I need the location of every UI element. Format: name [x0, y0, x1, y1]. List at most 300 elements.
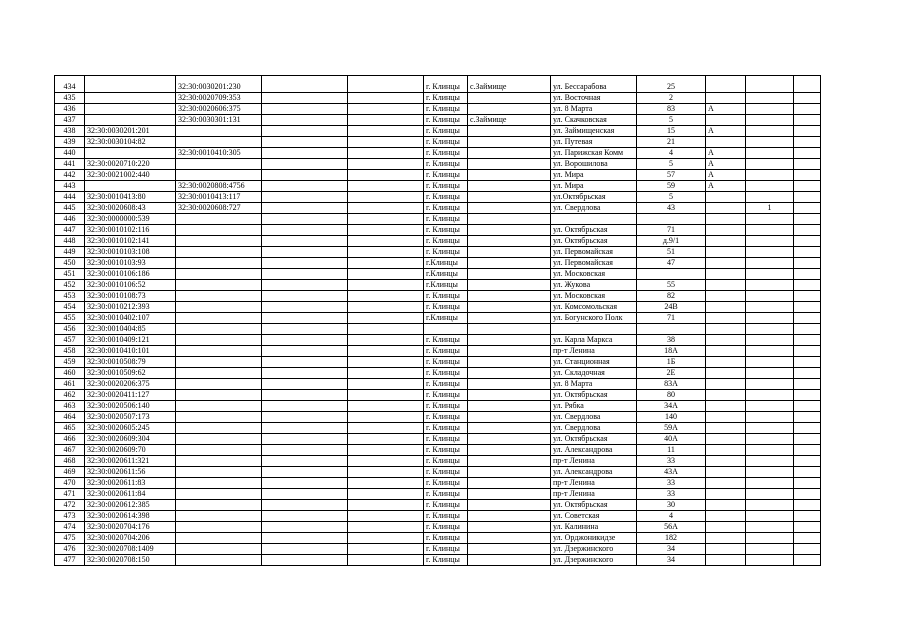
table-row [55, 401, 821, 412]
column-5 [348, 522, 424, 533]
house-number-cell: 11 [637, 445, 706, 456]
column-4 [262, 357, 348, 368]
column-4 [262, 478, 348, 489]
row-number: 438 [55, 126, 85, 137]
table-row [55, 313, 821, 324]
table-row [55, 346, 821, 357]
row-number: 452 [55, 280, 85, 291]
column-5 [348, 456, 424, 467]
street-cell: ул. Богунского Полк [551, 313, 637, 324]
house-number-cell: 2 [637, 93, 706, 104]
table-row [55, 379, 821, 390]
street-cell: пр-т Ленина [551, 478, 637, 489]
last-cell [794, 170, 821, 181]
last-cell [794, 423, 821, 434]
table-row [55, 445, 821, 456]
city-cell: г. Клинцы [424, 192, 468, 203]
cadastral-number-a: 32:30:0030201:201 [85, 126, 176, 137]
cadastral-number-a [85, 93, 176, 104]
cadastral-number-b: 32:30:0030201:230 [176, 76, 262, 93]
last-cell [794, 313, 821, 324]
street-cell: ул. Александрова [551, 445, 637, 456]
building-letter-cell [706, 500, 746, 511]
cadastral-number-a: 32:30:0010102:116 [85, 225, 176, 236]
table-row [55, 489, 821, 500]
settlement-cell [468, 159, 551, 170]
last-cell [794, 533, 821, 544]
street-cell: ул. Октябрьская [551, 236, 637, 247]
table-row [55, 181, 821, 192]
extra-cell [746, 126, 794, 137]
building-letter-cell [706, 434, 746, 445]
table-row [55, 390, 821, 401]
extra-cell [746, 181, 794, 192]
cadastral-number-a [85, 148, 176, 159]
table-row [55, 203, 821, 214]
building-letter-cell: А [706, 148, 746, 159]
cadastral-number-b: 32:30:0010410:305 [176, 148, 262, 159]
building-letter-cell: А [706, 159, 746, 170]
column-4 [262, 412, 348, 423]
extra-cell [746, 170, 794, 181]
column-5 [348, 467, 424, 478]
building-letter-cell [706, 478, 746, 489]
building-letter-cell [706, 412, 746, 423]
last-cell [794, 467, 821, 478]
column-4 [262, 115, 348, 126]
row-number: 460 [55, 368, 85, 379]
street-cell: ул. Станционная [551, 357, 637, 368]
building-letter-cell [706, 357, 746, 368]
table-row [55, 214, 821, 225]
extra-cell [746, 247, 794, 258]
cadastral-number-b [176, 137, 262, 148]
table-row [55, 258, 821, 269]
settlement-cell: с.Займище [468, 76, 551, 93]
table-row [55, 225, 821, 236]
city-cell: г.Клинцы [424, 269, 468, 280]
last-cell [794, 93, 821, 104]
column-5 [348, 269, 424, 280]
table-row [55, 511, 821, 522]
house-number-cell: 15 [637, 126, 706, 137]
last-cell [794, 357, 821, 368]
column-5 [348, 93, 424, 104]
street-cell: ул. Октябрьская [551, 225, 637, 236]
cadastral-number-a: 32:30:0010409:121 [85, 335, 176, 346]
cadastral-number-a: 32:30:0020506:140 [85, 401, 176, 412]
city-cell: г. Клинцы [424, 478, 468, 489]
settlement-cell [468, 423, 551, 434]
column-4 [262, 346, 348, 357]
city-cell: г. Клинцы [424, 159, 468, 170]
row-number: 467 [55, 445, 85, 456]
cadastral-number-a: 32:30:0020704:206 [85, 533, 176, 544]
table-row [55, 533, 821, 544]
column-4 [262, 302, 348, 313]
house-number-cell: 1Б [637, 357, 706, 368]
street-cell: ул. Рябка [551, 401, 637, 412]
table-row [55, 192, 821, 203]
cadastral-number-a [85, 104, 176, 115]
column-5 [348, 192, 424, 203]
cadastral-number-b [176, 467, 262, 478]
extra-cell [746, 93, 794, 104]
house-number-cell: 24В [637, 302, 706, 313]
cadastral-number-b: 32:30:0020709:353 [176, 93, 262, 104]
house-number-cell: 18А [637, 346, 706, 357]
row-number: 465 [55, 423, 85, 434]
city-cell: г. Клинцы [424, 533, 468, 544]
settlement-cell [468, 236, 551, 247]
city-cell: г. Клинцы [424, 401, 468, 412]
building-letter-cell: А [706, 181, 746, 192]
house-number-cell: 5 [637, 192, 706, 203]
house-number-cell: 25 [637, 76, 706, 93]
cadastral-number-a: 32:30:0020708:1409 [85, 544, 176, 555]
city-cell: г.Клинцы [424, 258, 468, 269]
street-cell: ул. Жукова [551, 280, 637, 291]
column-4 [262, 93, 348, 104]
city-cell: г. Клинцы [424, 456, 468, 467]
cadastral-number-b [176, 302, 262, 313]
city-cell: г. Клинцы [424, 346, 468, 357]
cadastral-number-a: 32:30:0010106:186 [85, 269, 176, 280]
extra-cell [746, 456, 794, 467]
row-number: 471 [55, 489, 85, 500]
building-letter-cell: А [706, 126, 746, 137]
last-cell [794, 544, 821, 555]
column-5 [348, 555, 424, 566]
column-5 [348, 148, 424, 159]
column-5 [348, 445, 424, 456]
settlement-cell [468, 214, 551, 225]
extra-cell [746, 467, 794, 478]
cadastral-number-b [176, 390, 262, 401]
row-number: 440 [55, 148, 85, 159]
cadastral-number-a: 32:30:0010102:141 [85, 236, 176, 247]
column-5 [348, 137, 424, 148]
row-number: 435 [55, 93, 85, 104]
column-4 [262, 247, 348, 258]
settlement-cell [468, 368, 551, 379]
building-letter-cell [706, 522, 746, 533]
house-number-cell: 182 [637, 533, 706, 544]
last-cell [794, 302, 821, 313]
street-cell: ул. Мира [551, 170, 637, 181]
house-number-cell: д.9/1 [637, 236, 706, 247]
house-number-cell: 2Е [637, 368, 706, 379]
extra-cell [746, 379, 794, 390]
extra-cell [746, 478, 794, 489]
extra-cell [746, 115, 794, 126]
row-number: 473 [55, 511, 85, 522]
last-cell [794, 390, 821, 401]
table-row [55, 423, 821, 434]
street-cell: пр-т Ленина [551, 456, 637, 467]
extra-cell [746, 104, 794, 115]
house-number-cell: 34А [637, 401, 706, 412]
column-4 [262, 291, 348, 302]
cadastral-number-a: 32:30:0020611:84 [85, 489, 176, 500]
cadastral-number-a: 32:30:0020708:150 [85, 555, 176, 566]
last-cell [794, 291, 821, 302]
column-4 [262, 500, 348, 511]
settlement-cell [468, 302, 551, 313]
last-cell [794, 126, 821, 137]
cadastral-number-b [176, 489, 262, 500]
house-number-cell: 59 [637, 181, 706, 192]
cadastral-number-b [176, 555, 262, 566]
extra-cell [746, 291, 794, 302]
extra-cell [746, 346, 794, 357]
settlement-cell [468, 258, 551, 269]
cadastral-number-b: 32:30:0030301:131 [176, 115, 262, 126]
settlement-cell [468, 555, 551, 566]
cadastral-number-a: 32:30:0020507:173 [85, 412, 176, 423]
row-number: 464 [55, 412, 85, 423]
cadastral-number-b [176, 456, 262, 467]
column-4 [262, 181, 348, 192]
street-cell: ул. Свердлова [551, 423, 637, 434]
row-number: 475 [55, 533, 85, 544]
cadastral-number-a: 32:30:0010410:101 [85, 346, 176, 357]
table-row [55, 247, 821, 258]
cadastral-number-a: 32:30:0020411:127 [85, 390, 176, 401]
extra-cell [746, 500, 794, 511]
extra-cell [746, 434, 794, 445]
column-4 [262, 423, 348, 434]
column-5 [348, 390, 424, 401]
table-row [55, 456, 821, 467]
city-cell: г. Клинцы [424, 423, 468, 434]
street-cell: ул. Октябрьская [551, 500, 637, 511]
extra-cell [746, 533, 794, 544]
column-4 [262, 390, 348, 401]
row-number: 434 [55, 76, 85, 93]
cadastral-number-b [176, 291, 262, 302]
column-4 [262, 434, 348, 445]
column-4 [262, 544, 348, 555]
row-number: 461 [55, 379, 85, 390]
settlement-cell [468, 434, 551, 445]
column-4 [262, 489, 348, 500]
city-cell [424, 324, 468, 335]
cadastral-number-b [176, 159, 262, 170]
column-5 [348, 214, 424, 225]
street-cell: ул. Комсомольская [551, 302, 637, 313]
extra-cell [746, 511, 794, 522]
cadastral-number-a: 32:30:0030104:82 [85, 137, 176, 148]
street-cell: ул. Советская [551, 511, 637, 522]
house-number-cell: 140 [637, 412, 706, 423]
last-cell [794, 456, 821, 467]
extra-cell [746, 412, 794, 423]
last-cell [794, 247, 821, 258]
last-cell [794, 368, 821, 379]
last-cell [794, 478, 821, 489]
city-cell: г. Клинцы [424, 467, 468, 478]
cadastral-number-a: 32:30:0000000:539 [85, 214, 176, 225]
cadastral-number-b [176, 478, 262, 489]
house-number-cell: 51 [637, 247, 706, 258]
cadastral-number-a: 32:30:0010413:80 [85, 192, 176, 203]
city-cell: г. Клинцы [424, 390, 468, 401]
cadastral-number-b [176, 247, 262, 258]
column-4 [262, 445, 348, 456]
last-cell [794, 401, 821, 412]
building-letter-cell [706, 225, 746, 236]
house-number-cell: 43 [637, 203, 706, 214]
street-cell: ул. Свердлова [551, 203, 637, 214]
building-letter-cell [706, 269, 746, 280]
cadastral-number-a: 32:30:0020710:220 [85, 159, 176, 170]
column-5 [348, 489, 424, 500]
house-number-cell: 38 [637, 335, 706, 346]
city-cell: г. Клинцы [424, 115, 468, 126]
extra-cell [746, 489, 794, 500]
house-number-cell: 33 [637, 478, 706, 489]
extra-cell [746, 269, 794, 280]
house-number-cell: 56А [637, 522, 706, 533]
extra-cell [746, 225, 794, 236]
column-5 [348, 247, 424, 258]
cadastral-number-b: 32:30:0020808:4756 [176, 181, 262, 192]
table-row [55, 368, 821, 379]
column-4 [262, 456, 348, 467]
column-4 [262, 522, 348, 533]
building-letter-cell [706, 467, 746, 478]
column-5 [348, 511, 424, 522]
street-cell: ул. Калинина [551, 522, 637, 533]
settlement-cell [468, 126, 551, 137]
cadastral-number-a: 32:30:0020611:56 [85, 467, 176, 478]
cadastral-number-b: 32:30:0020606:375 [176, 104, 262, 115]
column-4 [262, 280, 348, 291]
building-letter-cell [706, 324, 746, 335]
extra-cell [746, 522, 794, 533]
cadastral-number-a: 32:30:0020611:83 [85, 478, 176, 489]
building-letter-cell [706, 368, 746, 379]
city-cell: г. Клинцы [424, 368, 468, 379]
extra-cell [746, 313, 794, 324]
column-5 [348, 368, 424, 379]
row-number: 469 [55, 467, 85, 478]
cadastral-number-a: 32:30:0010103:108 [85, 247, 176, 258]
column-5 [348, 533, 424, 544]
settlement-cell [468, 478, 551, 489]
city-cell: г. Клинцы [424, 379, 468, 390]
last-cell [794, 104, 821, 115]
cadastral-number-a: 32:30:0020608:43 [85, 203, 176, 214]
street-cell: ул. Московская [551, 269, 637, 280]
cadastral-number-b [176, 258, 262, 269]
city-cell: г. Клинцы [424, 93, 468, 104]
street-cell: ул. Свердлова [551, 412, 637, 423]
settlement-cell [468, 247, 551, 258]
table-row [55, 500, 821, 511]
building-letter-cell [706, 280, 746, 291]
column-4 [262, 170, 348, 181]
street-cell: ул. Складочная [551, 368, 637, 379]
building-letter-cell [706, 247, 746, 258]
column-5 [348, 280, 424, 291]
column-5 [348, 76, 424, 93]
cadastral-number-a: 32:30:0020612:385 [85, 500, 176, 511]
column-5 [348, 412, 424, 423]
house-number-cell: 5 [637, 115, 706, 126]
street-cell: ул. Скачковская [551, 115, 637, 126]
house-number-cell: 4 [637, 511, 706, 522]
house-number-cell: 82 [637, 291, 706, 302]
last-cell [794, 555, 821, 566]
table-row [55, 412, 821, 423]
column-4 [262, 192, 348, 203]
house-number-cell: 34 [637, 544, 706, 555]
row-number: 468 [55, 456, 85, 467]
table-row [55, 291, 821, 302]
building-letter-cell [706, 456, 746, 467]
last-cell [794, 225, 821, 236]
building-letter-cell [706, 203, 746, 214]
table-row [55, 126, 821, 137]
city-cell: г. Клинцы [424, 445, 468, 456]
city-cell: г. Клинцы [424, 236, 468, 247]
row-number: 455 [55, 313, 85, 324]
row-number: 448 [55, 236, 85, 247]
cadastral-number-a: 32:30:0021002:440 [85, 170, 176, 181]
extra-cell [746, 137, 794, 148]
row-number: 454 [55, 302, 85, 313]
row-number: 446 [55, 214, 85, 225]
column-4 [262, 159, 348, 170]
column-4 [262, 313, 348, 324]
building-letter-cell [706, 555, 746, 566]
last-cell [794, 159, 821, 170]
row-number: 453 [55, 291, 85, 302]
city-cell: г. Клинцы [424, 522, 468, 533]
cadastral-number-b [176, 126, 262, 137]
street-cell: ул. Первомайская [551, 258, 637, 269]
column-5 [348, 159, 424, 170]
table-row [55, 170, 821, 181]
building-letter-cell [706, 544, 746, 555]
settlement-cell [468, 445, 551, 456]
house-number-cell: 30 [637, 500, 706, 511]
column-5 [348, 104, 424, 115]
house-number-cell: 4 [637, 148, 706, 159]
building-letter-cell [706, 489, 746, 500]
column-5 [348, 379, 424, 390]
house-number-cell: 71 [637, 225, 706, 236]
cadastral-number-a: 32:30:0020611:321 [85, 456, 176, 467]
settlement-cell [468, 313, 551, 324]
city-cell: г. Клинцы [424, 104, 468, 115]
cadastral-number-b [176, 346, 262, 357]
settlement-cell [468, 544, 551, 555]
row-number: 443 [55, 181, 85, 192]
last-cell [794, 269, 821, 280]
column-5 [348, 115, 424, 126]
building-letter-cell [706, 445, 746, 456]
column-4 [262, 467, 348, 478]
cadastral-number-b [176, 335, 262, 346]
settlement-cell [468, 137, 551, 148]
last-cell [794, 379, 821, 390]
building-letter-cell [706, 192, 746, 203]
city-cell: г. Клинцы [424, 357, 468, 368]
extra-cell [746, 335, 794, 346]
